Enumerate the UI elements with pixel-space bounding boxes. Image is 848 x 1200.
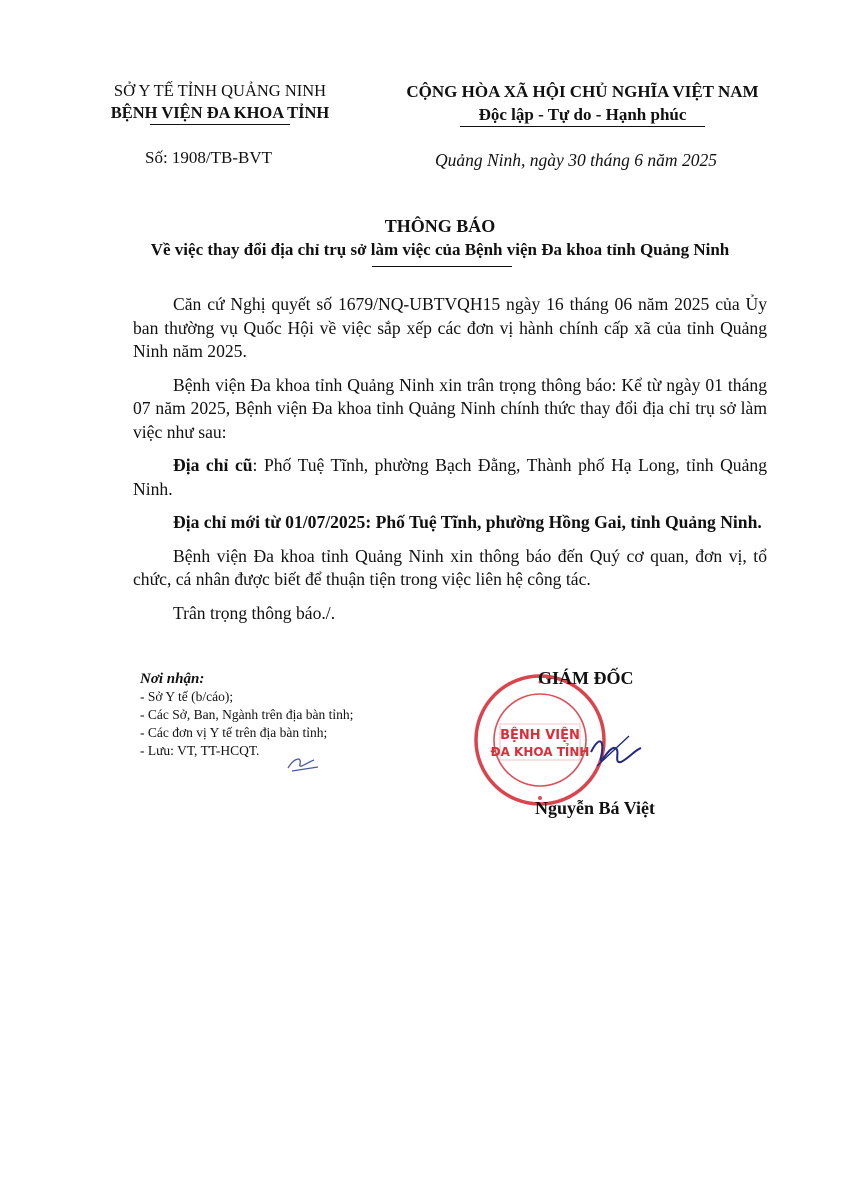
document-date: Quảng Ninh, ngày 30 tháng 6 năm 2025 [435, 150, 717, 170]
recipient-item: - Các Sở, Ban, Ngành trên địa bàn tỉnh; [140, 707, 354, 722]
paragraph-notice: Bệnh viện Đa khoa tỉnh Quảng Ninh xin thông báo đến Quý cơ quan, đơn vị, tổ chức, cá nhân được biết để thuận tiện trong việc liên hệ công tác. [133, 545, 767, 589]
paragraph-old-address [133, 454, 767, 501]
title-underline [372, 266, 512, 267]
motto-underline [460, 126, 705, 127]
document-title: THÔNG BÁO [384, 216, 496, 236]
recipient-item: - Các đơn vị Y tế trên địa bàn tỉnh; [140, 725, 328, 740]
recipients-list [140, 670, 353, 760]
signature-scribble-icon [585, 728, 645, 776]
paragraph-new-address: Địa chỉ mới từ 01/07/2025: Phố Tuệ Tĩnh, phường Hồng Gai, tỉnh Quảng Ninh. [173, 512, 762, 532]
document-body [133, 293, 767, 635]
old-address-value: : Phố Tuệ Tĩnh, phường Bạch Đằng, Thành phố Hạ Long, tỉnh Quảng Ninh. [133, 455, 767, 499]
organization-name: BỆNH VIỆN ĐA KHOA TỈNH [110, 103, 330, 122]
paragraph-legal-basis: Căn cứ Nghị quyết số 1679/NQ-UBTVQH15 ngày 16 tháng 06 năm 2025 của Ủy ban thường vụ Quốc Hội về việc sắp xếp các đơn vị hành chính cấp xã của tỉnh Quảng Ninh năm 2025. [133, 294, 767, 361]
country-name: CỘNG HÒA XÃ HỘI CHỦ NGHĨA VIỆT NAM [406, 82, 759, 101]
recipient-item: - Sở Y tế (b/cáo); [140, 689, 234, 704]
seal-line-1: BỆNH VIỆN [500, 728, 580, 743]
seal-line-2: ĐA KHOA TỈNH [490, 745, 590, 759]
initials-mark-icon [284, 752, 324, 776]
document-subtitle: Về việc thay đổi địa chỉ trụ sở làm việc của Bệnh viện Đa khoa tỉnh Quảng Ninh [150, 240, 730, 259]
national-heading [370, 80, 795, 127]
paragraph-announcement: Bệnh viện Đa khoa tỉnh Quảng Ninh xin trân trọng thông báo: Kể từ ngày 01 tháng 07 năm 2025, Bệnh viện Đa khoa tỉnh Quảng Ninh chính thức thay đổi địa chỉ trụ sở làm việc như sau: [133, 374, 767, 442]
recipients-heading: Nơi nhận: [140, 671, 205, 687]
old-address-label: Địa chỉ cũ [173, 455, 253, 475]
recipient-item: - Lưu: VT, TT-HCQT. [140, 743, 260, 758]
ministry-name: SỞ Y TẾ TỈNH QUẢNG NINH [113, 81, 327, 100]
issuing-authority [70, 80, 370, 125]
document-number: Số: 1908/TB-BVT [145, 148, 273, 167]
org-underline [150, 124, 290, 125]
signer-name: Nguyễn Bá Việt [535, 798, 656, 818]
signer-title: GIÁM ĐỐC [538, 668, 634, 688]
paragraph-closing: Trân trọng thông báo./. [173, 602, 336, 623]
national-motto: Độc lập - Tự do - Hạnh phúc [478, 105, 687, 124]
